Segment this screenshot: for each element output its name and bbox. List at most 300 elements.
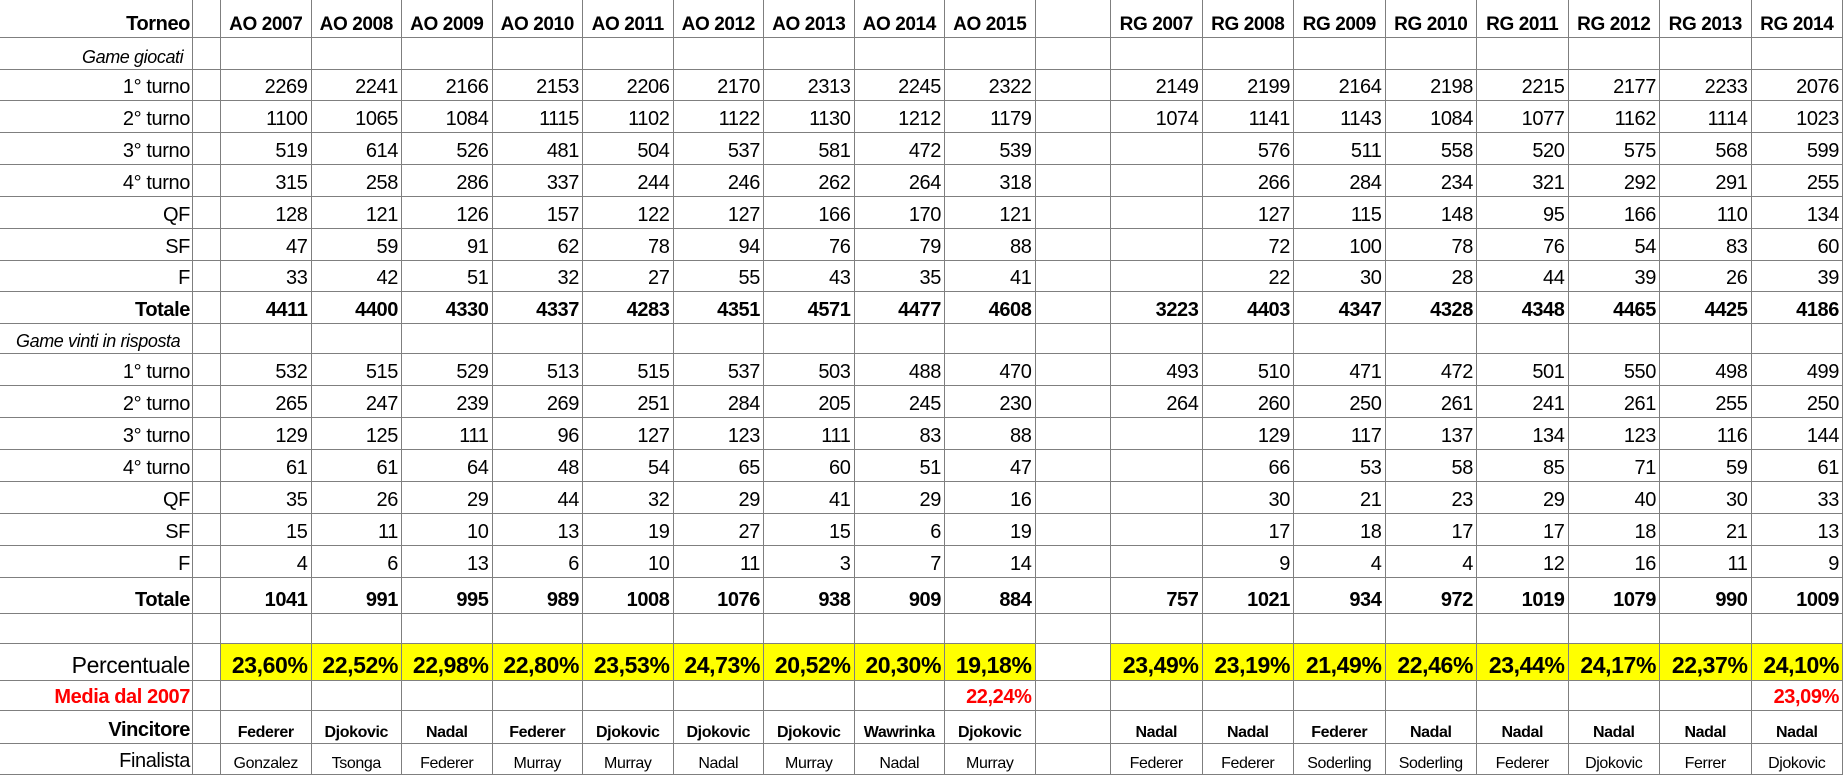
empty-cell <box>312 614 403 644</box>
value-cell: 1077 <box>1477 101 1569 133</box>
row-label: 1° turno <box>0 70 193 101</box>
value-cell: 614 <box>312 133 403 165</box>
value-cell: 26 <box>1660 261 1752 292</box>
empty-cell <box>583 38 674 70</box>
empty-cell <box>493 38 584 70</box>
value-cell: 121 <box>312 197 403 229</box>
value-cell: 29 <box>855 482 946 514</box>
gap-cell <box>193 482 221 514</box>
empty-cell <box>1294 681 1386 711</box>
empty-cell <box>1569 38 1661 70</box>
value-cell: 65 <box>674 450 765 482</box>
finalist-name-cell: Djokovic <box>1569 744 1661 775</box>
value-cell: 12 <box>1477 546 1569 578</box>
total-value-cell: 934 <box>1294 578 1386 614</box>
value-cell: 261 <box>1386 386 1478 418</box>
winner-name-cell: Wawrinka <box>855 711 946 744</box>
winner-name-cell: Nadal <box>1203 711 1295 744</box>
empty-cell <box>855 681 946 711</box>
value-cell <box>1111 418 1203 450</box>
value-cell: 127 <box>1203 197 1295 229</box>
percent-value-cell: 22,98% <box>402 644 493 681</box>
value-cell: 503 <box>764 354 855 386</box>
column-header-cell: RG 2012 <box>1569 0 1661 38</box>
empty-cell <box>1660 614 1752 644</box>
value-cell: 29 <box>1477 482 1569 514</box>
value-cell: 21 <box>1660 514 1752 546</box>
column-header-cell: AO 2011 <box>583 0 674 38</box>
value-cell: 27 <box>674 514 765 546</box>
row-label: 2° turno <box>0 386 193 418</box>
empty-cell <box>1111 324 1203 354</box>
value-cell: 321 <box>1477 165 1569 197</box>
empty-cell <box>1203 38 1295 70</box>
finalist-name-cell: Federer <box>1203 744 1295 775</box>
value-cell: 121 <box>945 197 1036 229</box>
finalist-name-cell: Federer <box>402 744 493 775</box>
value-cell: 2269 <box>221 70 312 101</box>
total-value-cell: 4465 <box>1569 292 1661 324</box>
value-cell: 30 <box>1660 482 1752 514</box>
value-cell: 30 <box>1203 482 1295 514</box>
empty-cell <box>1294 614 1386 644</box>
value-cell: 265 <box>221 386 312 418</box>
value-cell: 115 <box>1294 197 1386 229</box>
value-cell: 41 <box>945 261 1036 292</box>
empty-cell <box>1477 324 1569 354</box>
value-cell: 1084 <box>402 101 493 133</box>
total-value-cell: 1079 <box>1569 578 1661 614</box>
value-cell: 2206 <box>583 70 674 101</box>
value-cell: 1130 <box>764 101 855 133</box>
winner-name-cell: Djokovic <box>945 711 1036 744</box>
value-cell: 60 <box>1752 229 1843 261</box>
column-header-cell: RG 2009 <box>1294 0 1386 38</box>
empty-cell <box>1569 324 1661 354</box>
empty-cell <box>402 38 493 70</box>
finalist-name-cell: Murray <box>493 744 584 775</box>
empty-cell <box>312 324 403 354</box>
value-cell: 71 <box>1569 450 1661 482</box>
empty-cell <box>674 324 765 354</box>
total-value-cell: 1008 <box>583 578 674 614</box>
value-cell: 550 <box>1569 354 1661 386</box>
value-cell: 19 <box>945 514 1036 546</box>
value-cell: 134 <box>1477 418 1569 450</box>
value-cell: 481 <box>493 133 584 165</box>
value-cell: 129 <box>221 418 312 450</box>
gap-cell <box>193 229 221 261</box>
value-cell: 1074 <box>1111 101 1203 133</box>
value-cell: 251 <box>583 386 674 418</box>
value-cell: 88 <box>945 229 1036 261</box>
gap-cell <box>1036 261 1112 292</box>
value-cell: 11 <box>674 546 765 578</box>
gap-cell <box>1036 354 1112 386</box>
value-cell: 48 <box>493 450 584 482</box>
total-value-cell: 4477 <box>855 292 946 324</box>
section-title: Game giocati <box>0 38 193 70</box>
value-cell: 35 <box>221 482 312 514</box>
value-cell: 245 <box>855 386 946 418</box>
value-cell: 79 <box>855 229 946 261</box>
percent-value-cell: 22,46% <box>1386 644 1478 681</box>
finalist-name-cell: Djokovic <box>1752 744 1843 775</box>
value-cell <box>1111 514 1203 546</box>
value-cell: 16 <box>1569 546 1661 578</box>
value-cell: 1100 <box>221 101 312 133</box>
value-cell: 472 <box>1386 354 1478 386</box>
percent-value-cell: 19,18% <box>945 644 1036 681</box>
value-cell: 1143 <box>1294 101 1386 133</box>
empty-cell <box>1111 38 1203 70</box>
value-cell: 1065 <box>312 101 403 133</box>
column-header-cell: RG 2008 <box>1203 0 1295 38</box>
empty-cell <box>1477 681 1569 711</box>
value-cell: 2177 <box>1569 70 1661 101</box>
value-cell: 42 <box>312 261 403 292</box>
percent-value-cell: 22,52% <box>312 644 403 681</box>
value-cell: 2322 <box>945 70 1036 101</box>
value-cell: 14 <box>945 546 1036 578</box>
value-cell: 6 <box>493 546 584 578</box>
gap-cell <box>1036 386 1112 418</box>
percent-value-cell: 24,73% <box>674 644 765 681</box>
empty-cell <box>674 681 765 711</box>
column-header-cell: RG 2011 <box>1477 0 1569 38</box>
total-value-cell: 989 <box>493 578 584 614</box>
total-value-cell: 4186 <box>1752 292 1843 324</box>
value-cell: 262 <box>764 165 855 197</box>
percent-value-cell: 20,30% <box>855 644 946 681</box>
gap-cell <box>193 386 221 418</box>
total-value-cell: 4330 <box>402 292 493 324</box>
percent-value-cell: 22,37% <box>1660 644 1752 681</box>
percent-value-cell: 20,52% <box>764 644 855 681</box>
gap-cell <box>193 711 221 744</box>
value-cell: 134 <box>1752 197 1843 229</box>
gap-cell <box>1036 133 1112 165</box>
value-cell: 94 <box>674 229 765 261</box>
value-cell: 29 <box>674 482 765 514</box>
value-cell: 493 <box>1111 354 1203 386</box>
gap-cell <box>1036 482 1112 514</box>
value-cell: 532 <box>221 354 312 386</box>
value-cell: 127 <box>674 197 765 229</box>
gap-cell <box>193 324 221 354</box>
value-cell: 128 <box>221 197 312 229</box>
empty-cell <box>402 681 493 711</box>
winner-name-cell: Nadal <box>1752 711 1843 744</box>
column-header-cell: RG 2014 <box>1752 0 1843 38</box>
value-cell: 515 <box>583 354 674 386</box>
row-label: F <box>0 261 193 292</box>
total-value-cell: 990 <box>1660 578 1752 614</box>
value-cell: 44 <box>1477 261 1569 292</box>
row-label: 1° turno <box>0 354 193 386</box>
value-cell: 537 <box>674 133 765 165</box>
value-cell: 53 <box>1294 450 1386 482</box>
value-cell: 260 <box>1203 386 1295 418</box>
value-cell: 498 <box>1660 354 1752 386</box>
value-cell: 511 <box>1294 133 1386 165</box>
finalist-name-cell: Ferrer <box>1660 744 1752 775</box>
total-value-cell: 1009 <box>1752 578 1843 614</box>
value-cell: 519 <box>221 133 312 165</box>
gap-cell <box>1036 229 1112 261</box>
value-cell: 83 <box>855 418 946 450</box>
value-cell: 9 <box>1203 546 1295 578</box>
percent-value-cell: 22,80% <box>493 644 584 681</box>
value-cell: 520 <box>1477 133 1569 165</box>
value-cell: 510 <box>1203 354 1295 386</box>
percent-value-cell: 24,17% <box>1569 644 1661 681</box>
empty-cell <box>945 38 1036 70</box>
percent-value-cell: 24,10% <box>1752 644 1843 681</box>
empty-cell <box>1477 38 1569 70</box>
value-cell: 47 <box>221 229 312 261</box>
empty-cell <box>1660 681 1752 711</box>
value-cell: 95 <box>1477 197 1569 229</box>
value-cell: 7 <box>855 546 946 578</box>
value-cell: 2153 <box>493 70 584 101</box>
value-cell: 1162 <box>1569 101 1661 133</box>
value-cell: 4 <box>1386 546 1478 578</box>
value-cell: 91 <box>402 229 493 261</box>
empty-cell <box>764 681 855 711</box>
empty-cell <box>1386 38 1478 70</box>
value-cell: 2170 <box>674 70 765 101</box>
percent-value-cell: 23,49% <box>1111 644 1203 681</box>
percent-value-cell: 23,53% <box>583 644 674 681</box>
value-cell: 11 <box>1660 546 1752 578</box>
value-cell: 13 <box>402 546 493 578</box>
column-header-cell: AO 2013 <box>764 0 855 38</box>
empty-cell <box>1294 38 1386 70</box>
winner-name-cell: Nadal <box>1111 711 1203 744</box>
column-header-cell: AO 2009 <box>402 0 493 38</box>
value-cell: 76 <box>1477 229 1569 261</box>
total-value-cell: 4337 <box>493 292 584 324</box>
gap-cell <box>193 578 221 614</box>
value-cell: 266 <box>1203 165 1295 197</box>
column-header-cell: AO 2007 <box>221 0 312 38</box>
finalist-name-cell: Federer <box>1111 744 1203 775</box>
empty-cell <box>1203 324 1295 354</box>
empty-cell <box>1752 614 1843 644</box>
gap-cell <box>193 70 221 101</box>
value-cell: 29 <box>402 482 493 514</box>
value-cell: 17 <box>1203 514 1295 546</box>
value-cell: 17 <box>1386 514 1478 546</box>
total-value-cell: 995 <box>402 578 493 614</box>
value-cell: 64 <box>402 450 493 482</box>
media-label: Media dal 2007 <box>0 681 193 711</box>
value-cell: 129 <box>1203 418 1295 450</box>
value-cell: 127 <box>583 418 674 450</box>
value-cell: 291 <box>1660 165 1752 197</box>
gap-cell <box>193 546 221 578</box>
empty-cell <box>1386 681 1478 711</box>
row-label: QF <box>0 197 193 229</box>
header-label: Torneo <box>0 0 193 38</box>
value-cell: 318 <box>945 165 1036 197</box>
value-cell: 166 <box>764 197 855 229</box>
empty-cell <box>945 324 1036 354</box>
value-cell: 499 <box>1752 354 1843 386</box>
value-cell: 261 <box>1569 386 1661 418</box>
total-value-cell: 4283 <box>583 292 674 324</box>
empty-cell <box>764 38 855 70</box>
value-cell: 137 <box>1386 418 1478 450</box>
value-cell: 2313 <box>764 70 855 101</box>
value-cell: 122 <box>583 197 674 229</box>
gap-cell <box>1036 681 1112 711</box>
value-cell: 39 <box>1569 261 1661 292</box>
value-cell: 205 <box>764 386 855 418</box>
row-label: F <box>0 546 193 578</box>
total-value-cell: 4347 <box>1294 292 1386 324</box>
gap-cell <box>1036 418 1112 450</box>
value-cell: 51 <box>855 450 946 482</box>
empty-cell <box>1569 681 1661 711</box>
total-value-cell: 4411 <box>221 292 312 324</box>
value-cell: 599 <box>1752 133 1843 165</box>
value-cell: 51 <box>402 261 493 292</box>
finalist-name-cell: Tsonga <box>312 744 403 775</box>
value-cell: 568 <box>1660 133 1752 165</box>
value-cell: 15 <box>764 514 855 546</box>
empty-cell <box>1569 614 1661 644</box>
value-cell: 1141 <box>1203 101 1295 133</box>
empty-cell <box>221 38 312 70</box>
value-cell: 472 <box>855 133 946 165</box>
gap-cell <box>193 38 221 70</box>
gap-cell <box>1036 644 1112 681</box>
value-cell: 28 <box>1386 261 1478 292</box>
gap-cell <box>1036 546 1112 578</box>
value-cell: 581 <box>764 133 855 165</box>
finalist-name-cell: Murray <box>583 744 674 775</box>
value-cell: 537 <box>674 354 765 386</box>
value-cell: 23 <box>1386 482 1478 514</box>
value-cell: 337 <box>493 165 584 197</box>
value-cell: 258 <box>312 165 403 197</box>
gap-cell <box>1036 450 1112 482</box>
column-header-cell: AO 2012 <box>674 0 765 38</box>
gap-cell <box>193 514 221 546</box>
value-cell: 111 <box>402 418 493 450</box>
media-rg-value: 23,09% <box>1752 681 1843 711</box>
value-cell <box>1111 546 1203 578</box>
value-cell: 1212 <box>855 101 946 133</box>
value-cell: 576 <box>1203 133 1295 165</box>
value-cell <box>1111 482 1203 514</box>
empty-cell <box>945 614 1036 644</box>
value-cell: 59 <box>312 229 403 261</box>
value-cell: 286 <box>402 165 493 197</box>
value-cell: 116 <box>1660 418 1752 450</box>
value-cell: 234 <box>1386 165 1478 197</box>
value-cell: 513 <box>493 354 584 386</box>
value-cell: 18 <box>1294 514 1386 546</box>
value-cell: 246 <box>674 165 765 197</box>
value-cell: 18 <box>1569 514 1661 546</box>
value-cell: 315 <box>221 165 312 197</box>
value-cell <box>1111 133 1203 165</box>
winner-name-cell: Djokovic <box>312 711 403 744</box>
value-cell: 1179 <box>945 101 1036 133</box>
total-value-cell: 1019 <box>1477 578 1569 614</box>
value-cell: 54 <box>1569 229 1661 261</box>
column-header-cell: AO 2015 <box>945 0 1036 38</box>
value-cell: 2233 <box>1660 70 1752 101</box>
gap-cell <box>1036 711 1112 744</box>
row-label: SF <box>0 229 193 261</box>
value-cell: 19 <box>583 514 674 546</box>
section-title: Game vinti in risposta <box>0 324 193 354</box>
value-cell: 2076 <box>1752 70 1843 101</box>
gap-cell <box>193 292 221 324</box>
gap-cell <box>193 133 221 165</box>
value-cell: 78 <box>583 229 674 261</box>
percentuale-label: Percentuale <box>0 644 193 681</box>
finalist-name-cell: Murray <box>945 744 1036 775</box>
row-label: 4° turno <box>0 450 193 482</box>
value-cell: 61 <box>221 450 312 482</box>
value-cell: 78 <box>1386 229 1478 261</box>
value-cell: 488 <box>855 354 946 386</box>
value-cell: 470 <box>945 354 1036 386</box>
value-cell: 60 <box>764 450 855 482</box>
value-cell: 11 <box>312 514 403 546</box>
percent-value-cell: 23,60% <box>221 644 312 681</box>
value-cell: 504 <box>583 133 674 165</box>
gap-cell <box>193 418 221 450</box>
value-cell: 144 <box>1752 418 1843 450</box>
winner-name-cell: Djokovic <box>674 711 765 744</box>
value-cell: 241 <box>1477 386 1569 418</box>
percent-value-cell: 23,19% <box>1203 644 1295 681</box>
empty-cell <box>1203 614 1295 644</box>
value-cell: 170 <box>855 197 946 229</box>
column-header-cell: AO 2014 <box>855 0 946 38</box>
value-cell: 2198 <box>1386 70 1478 101</box>
empty-cell <box>493 614 584 644</box>
gap-cell <box>1036 614 1112 644</box>
total-value-cell: 4351 <box>674 292 765 324</box>
finalist-name-cell: Federer <box>1477 744 1569 775</box>
column-header-cell: RG 2010 <box>1386 0 1478 38</box>
total-value-cell: 757 <box>1111 578 1203 614</box>
winner-name-cell: Nadal <box>1386 711 1478 744</box>
total-label: Totale <box>0 578 193 614</box>
value-cell: 264 <box>1111 386 1203 418</box>
value-cell: 255 <box>1752 165 1843 197</box>
row-label: SF <box>0 514 193 546</box>
value-cell: 13 <box>1752 514 1843 546</box>
winner-name-cell: Djokovic <box>764 711 855 744</box>
empty-cell <box>1386 614 1478 644</box>
value-cell: 111 <box>764 418 855 450</box>
gap-cell <box>193 197 221 229</box>
value-cell: 10 <box>402 514 493 546</box>
gap-cell <box>193 261 221 292</box>
value-cell: 247 <box>312 386 403 418</box>
value-cell: 250 <box>1294 386 1386 418</box>
empty-cell <box>1203 681 1295 711</box>
total-value-cell: 4348 <box>1477 292 1569 324</box>
